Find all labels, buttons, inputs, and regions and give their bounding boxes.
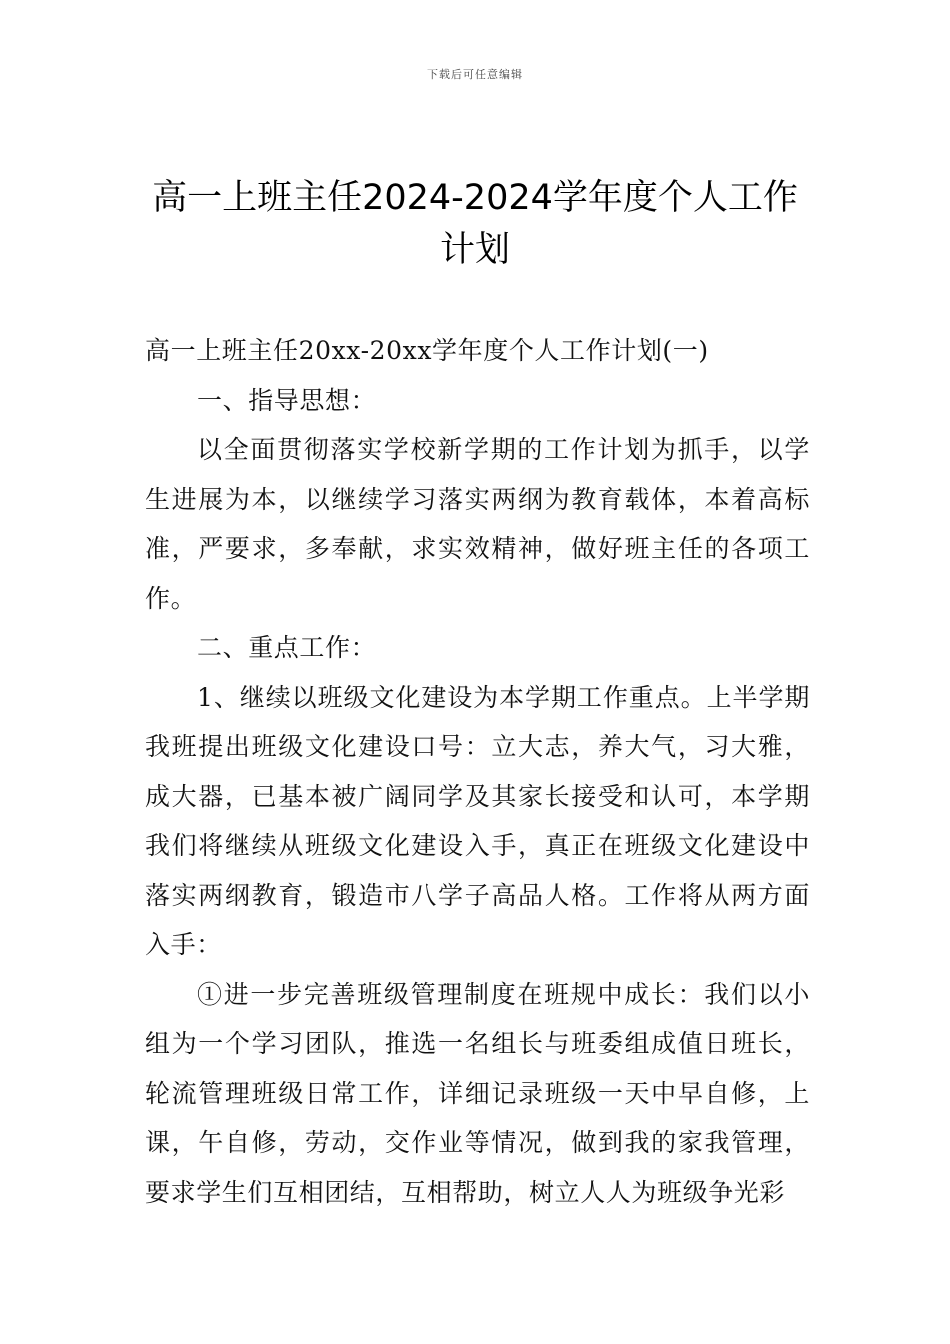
section-heading-key-work: 二、重点工作：	[197, 633, 377, 662]
body-paragraph: 以全面贯彻落实学校新学期的工作计划为抓手，以学生进展为本，以继续学习落实两纲为教育载体，本着高标准，严要求，多奉献，求实效精神，做好班主任的各项工作。	[145, 435, 810, 613]
document-title	[120, 172, 830, 276]
header-note: 下载后可任意编辑	[427, 68, 523, 81]
body-paragraph: 1、继续以班级文化建设为本学期工作重点。上半学期我班提出班级文化建设口号：立大志，养大气，习大雅，成大器，已基本被广阔同学及其家长接受和认可，本学期我们将继续从班级文化建设入手，真正在班级文化建设中落实两纲教育，锻造市八学子高品人格。工作将从两方面入手：	[145, 682, 810, 959]
document-title-line-2: 计划	[439, 230, 510, 270]
section-heading-guiding-ideology: 一、指导思想：	[197, 385, 377, 415]
document-title-line-1: 高一上班主任2024-2024学年度个人工作	[152, 178, 798, 218]
document-body	[145, 326, 810, 1217]
body-paragraph: ①进一步完善班级管理制度在班规中成长：我们以小组为一个学习团队，推选一名组长与班委组成值日班长，轮流管理班级日常工作，详细记录班级一天中早自修，上课，午自修，劳动，交作业等情况，做到我的家我管理，要求学生们互相团结，互相帮助，树立人人为班级争光彩	[145, 979, 810, 1207]
subtitle-paragraph: 高一上班主任20xx-20xx学年度个人工作计划(一)	[145, 336, 709, 365]
